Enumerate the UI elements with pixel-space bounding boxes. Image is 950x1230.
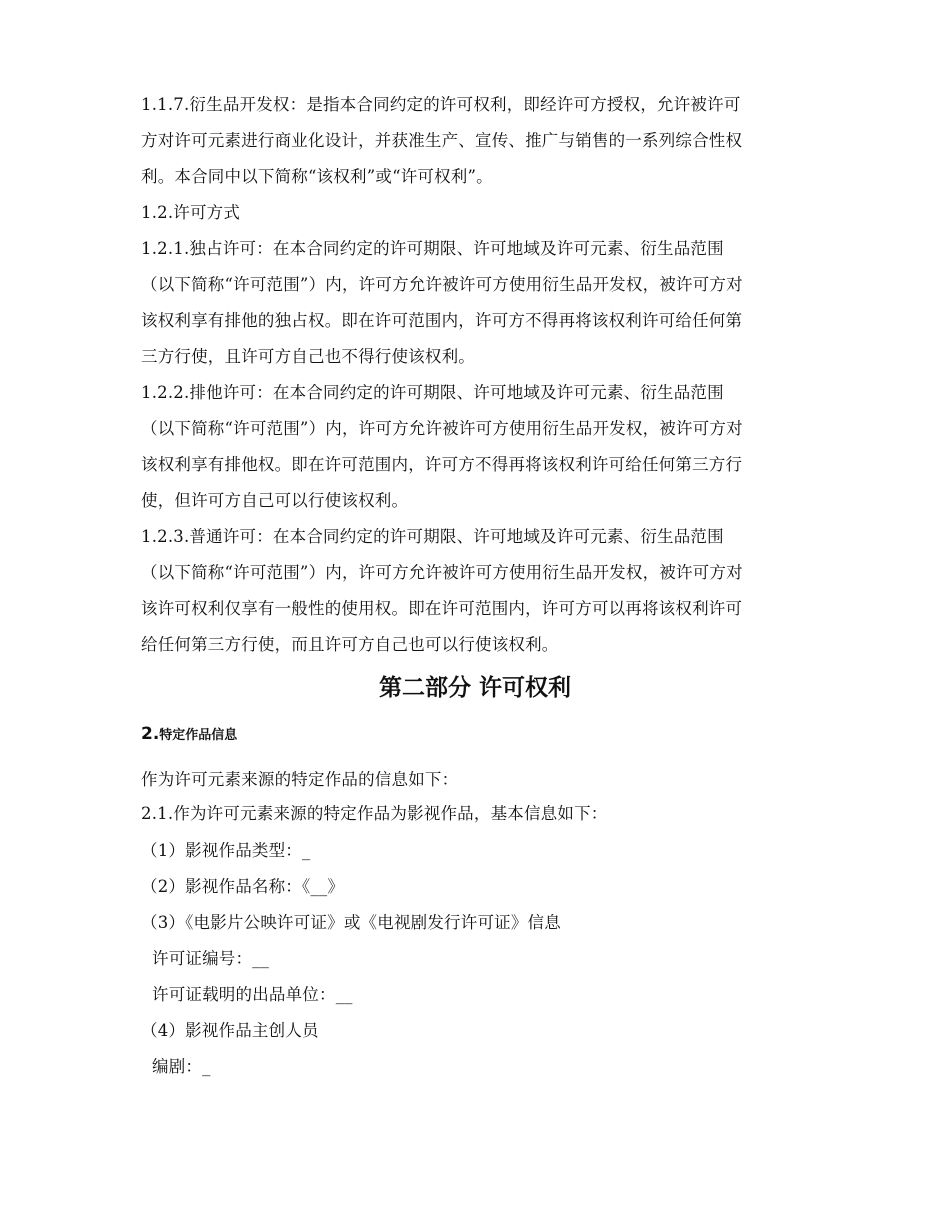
paragraph-line: 利。本合同中以下简称“该权利”或“许可权利”。 <box>141 167 493 186</box>
section-number-line: 1.2.许可方式 <box>141 203 241 222</box>
paragraph-line: （以下简称“许可范围”）内，许可方允许被许可方使用衍生品开发权，被许可方对 <box>141 563 743 582</box>
paragraph-line: 给任何第三方行使，而且许可方自己也可以行使该权利。 <box>141 635 559 654</box>
paragraph-line: 方对许可元素进行商业化设计，并获准生产、宣传、推广与销售的一系列综合性权 <box>141 131 743 150</box>
paragraph-line: 该许可权利仅享有一般性的使用权。即在许可范围内，许可方可以再将该权利许可 <box>141 599 743 618</box>
paragraph-line: （以下简称“许可范围”）内，许可方允许被许可方使用衍生品开发权，被许可方对 <box>141 275 743 294</box>
paragraph-line: 三方行使，且许可方自己也不得行使该权利。 <box>141 347 475 366</box>
list-item: （3）《电影片公映许可证》或《电视剧发行许可证》信息 <box>141 913 561 932</box>
paragraph-line: 1.2.3.普通许可：在本合同约定的许可期限、许可地域及许可元素、衍生品范围 <box>141 527 724 546</box>
subheading-number: 2. <box>141 724 160 744</box>
subheading <box>141 724 237 746</box>
paragraph-line: 1.2.1.独占许可：在本合同约定的许可期限、许可地域及许可元素、衍生品范围 <box>141 239 724 258</box>
subheading-title: 特定作品信息 <box>159 728 238 743</box>
paragraph-line: 1.2.2.排他许可：在本合同约定的许可期限、许可地域及许可元素、衍生品范围 <box>141 383 724 402</box>
list-subitem: 许可证载明的出品单位：__ <box>152 985 353 1004</box>
paragraph-line: 该权利享有排他的独占权。即在许可范围内，许可方不得再将该权利许可给任何第 <box>141 311 743 330</box>
paragraph-line: 作为许可元素来源的特定作品的信息如下： <box>141 770 459 789</box>
list-subitem: 编剧：_ <box>152 1057 211 1076</box>
paragraph-line: 该权利享有排他权。即在许可范围内，许可方不得再将该权利许可给任何第三方行 <box>141 455 743 474</box>
paragraph-line: 1.1.7.衍生品开发权：是指本合同约定的许可权利，即经许可方授权，允许被许可 <box>141 95 741 114</box>
paragraph-line: 2.1.作为许可元素来源的特定作品为影视作品，基本信息如下： <box>141 804 608 823</box>
list-item: （4）影视作品主创人员 <box>141 1021 319 1040</box>
paragraph-line: 使，但许可方自己可以行使该权利。 <box>141 491 409 510</box>
list-subitem: 许可证编号：__ <box>152 949 270 968</box>
list-item: （2）影视作品名称：《__》 <box>141 877 345 896</box>
paragraph-line: （以下简称“许可范围”）内，许可方允许被许可方使用衍生品开发权，被许可方对 <box>141 419 743 438</box>
section-heading: 第二部分 许可权利 <box>378 675 571 701</box>
list-item: （1）影视作品类型：_ <box>141 841 311 860</box>
